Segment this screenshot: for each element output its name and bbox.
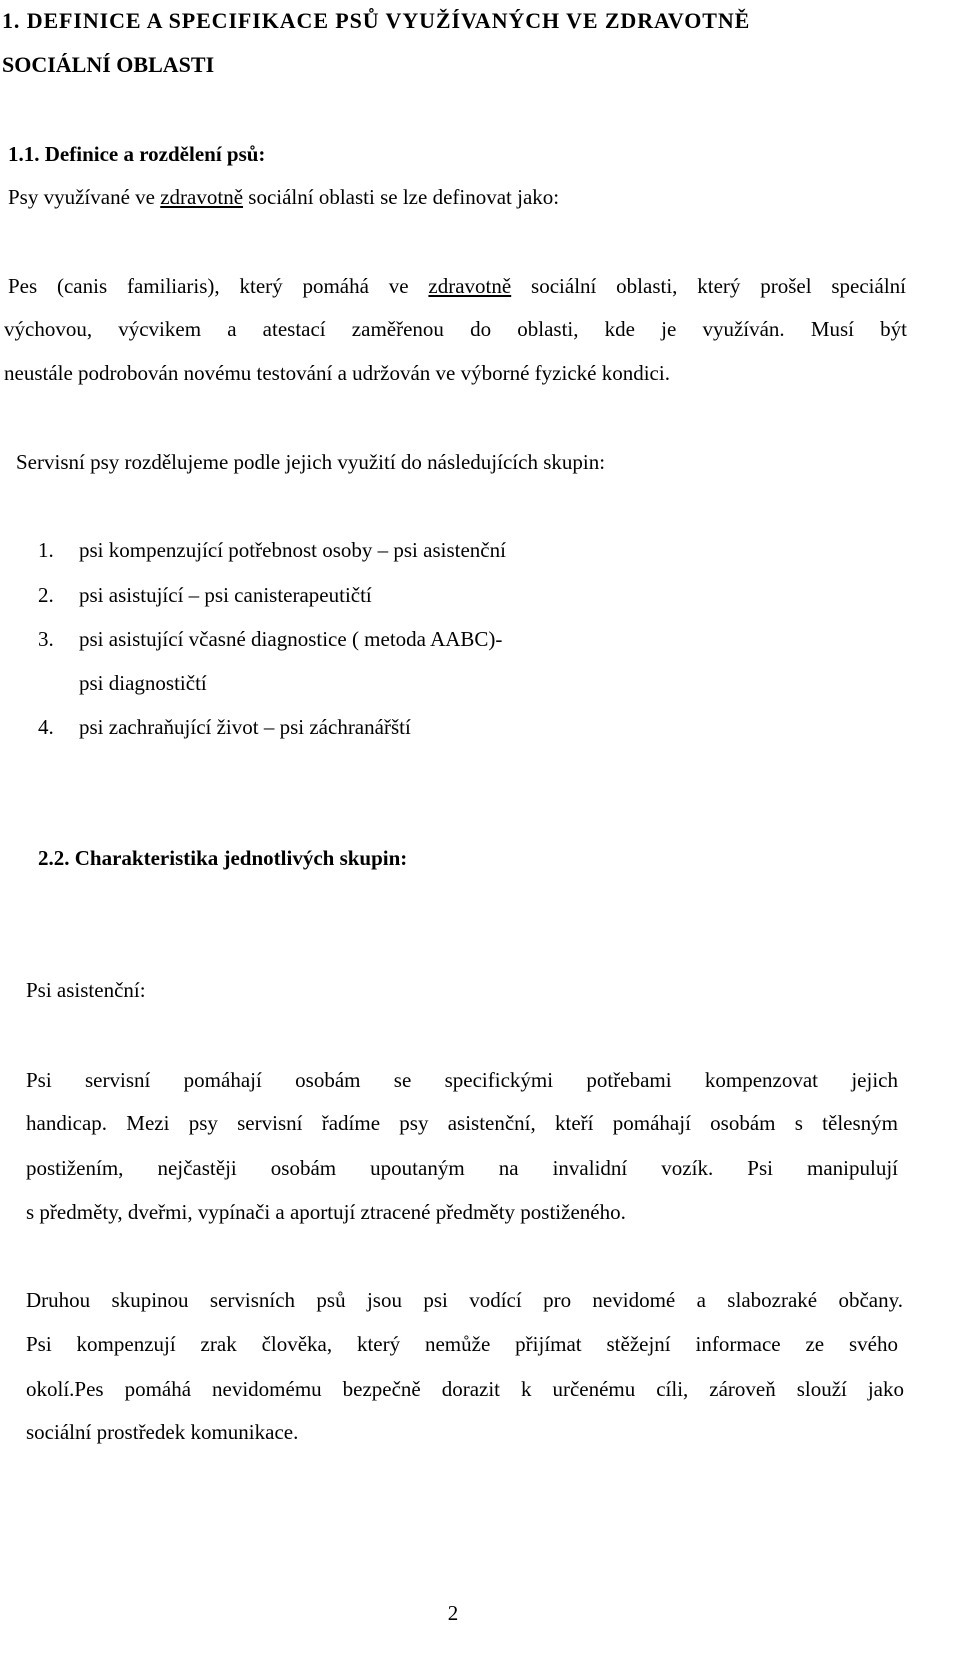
list-item-text: psi diagnostičtí xyxy=(79,671,207,695)
subsection-title: Psi asistenční: xyxy=(26,978,146,1002)
list-item xyxy=(38,540,506,561)
definition-line-3: neustále podrobován novému testování a udržován ve výborné fyzické kondici. xyxy=(4,361,670,385)
paragraph-2-line-4: sociální prostředek komunikace. xyxy=(26,1420,299,1444)
definition-line-1-part-a: Pes (canis familiaris), který pomáhá ve xyxy=(8,274,429,298)
paragraph-1-line-2: handicap. Mezi psy servisní řadíme psy asistenční, kteří pomáhají osobám s tělesným xyxy=(26,1111,898,1135)
chapter-heading-line2: SOCIÁLNÍ OBLASTI xyxy=(2,52,215,77)
list-item-number: 4. xyxy=(38,715,54,739)
list-item-text: psi asistující – psi canisterapeutičtí xyxy=(79,583,372,607)
list-item xyxy=(38,585,372,606)
definition-line-1 xyxy=(8,276,906,297)
section-intro xyxy=(8,187,559,208)
paragraph-2-line-1: Druhou skupinou servisních psů jsou psi vodící pro nevidomé a slabozraké občany. xyxy=(26,1288,903,1312)
list-item-number: 2. xyxy=(38,583,54,607)
paragraph-1-line-1: Psi servisní pomáhají osobám se specifickými potřebami kompenzovat jejich xyxy=(26,1068,898,1092)
section-intro-part-a: Psy využívané ve xyxy=(8,185,161,209)
definition-line-1-underlined: zdravotně xyxy=(428,274,512,298)
groups-intro: Servisní psy rozdělujeme podle jejich využití do následujících skupin: xyxy=(16,450,606,474)
paragraph-1-line-4: s předměty, dveřmi, vypínači a aportují ztracené předměty postiženého. xyxy=(26,1200,626,1224)
list-item-text: psi zachraňující život – psi záchranářští xyxy=(79,715,411,739)
section-heading-2-2: 2.2. Charakteristika jednotlivých skupin: xyxy=(38,846,408,870)
list-item xyxy=(38,717,411,738)
definition-line-2: výchovou, výcvikem a atestací zaměřenou do oblasti, kde je využíván. Musí být xyxy=(4,317,907,341)
paragraph-2-line-3: okolí.Pes pomáhá nevidomému bezpečně dorazit k určenému cíli, zároveň slouží jako xyxy=(26,1377,904,1401)
page-number: 2 xyxy=(447,1601,459,1625)
paragraph-2-line-2: Psi kompenzují zrak člověka, který nemůže přijímat stěžejní informace ze svého xyxy=(26,1332,898,1356)
list-item-text: psi kompenzující potřebnost osoby – psi asistenční xyxy=(79,538,506,562)
chapter-heading-line1: 1. DEFINICE A SPECIFIKACE PSŮ VYUŽÍVANÝCH VE ZDRAVOTNĚ xyxy=(2,8,751,33)
list-item-text: psi asistující včasné diagnostice ( metoda AABC)- xyxy=(79,627,503,651)
section-intro-part-b: sociální oblasti se lze definovat jako: xyxy=(243,185,560,209)
list-item-number: 3. xyxy=(38,627,54,651)
paragraph-1-line-3: postižením, nejčastěji osobám upoutaným na invalidní vozík. Psi manipulují xyxy=(26,1156,898,1180)
list-item xyxy=(38,629,502,650)
definition-line-1-part-b: sociální oblasti, který prošel speciální xyxy=(511,274,907,298)
list-item-continuation xyxy=(38,673,207,694)
section-heading-1-1: 1.1. Definice a rozdělení psů: xyxy=(8,142,266,166)
list-item-number: 1. xyxy=(38,538,54,562)
section-intro-underlined: zdravotně xyxy=(160,185,244,209)
